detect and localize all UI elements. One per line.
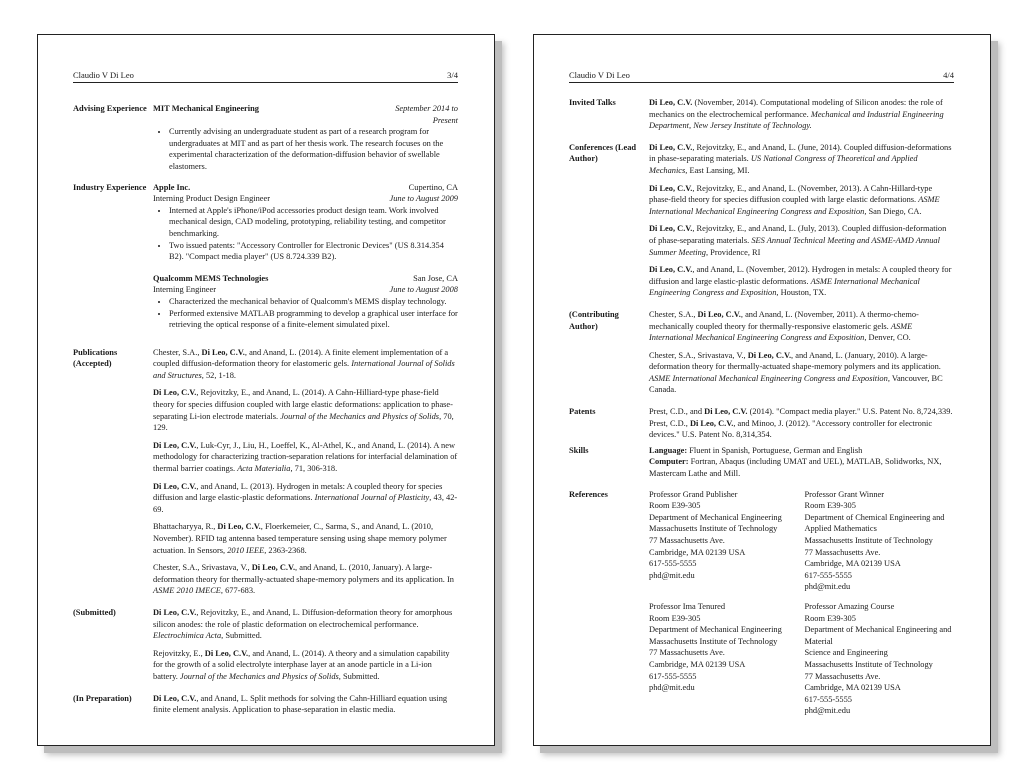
author-highlight: Di Leo, C.V. (649, 142, 693, 152)
bullet-item: • Characterized the mechanical behavior of Qualcomm's MEMS display technology. (169, 296, 458, 308)
reference-line: Professor Grand Publisher (649, 489, 738, 499)
citation-text: Chester, S.A., Srivastava, V., (649, 350, 748, 360)
citation-text: , 52, 1-18. (201, 370, 236, 380)
page-content (569, 97, 954, 726)
reference-line: Room E39-305 (649, 613, 701, 623)
job-entry (153, 182, 458, 263)
reference-line: phd@mit.edu (804, 706, 851, 716)
citation-text: , Floerkemeier, C., Sarma, S., and Anand, L. (2010, November). RFID tag antenna based temperature sensing using shape memory polymer actuation. In Sensors, (153, 522, 447, 555)
citation-text: , Rejovitzky, E., and Anand, L. Diffusion-deformation theory for amorphous silicon anodes: the role of plastic deformation on electrochemical performance. (153, 607, 453, 629)
citation-entry (649, 97, 954, 132)
conferences-lead-section (569, 142, 954, 305)
section-label: Patents (569, 407, 596, 417)
citation-entry (153, 347, 458, 382)
invited-talks-section (569, 97, 954, 138)
reference-line: Cambridge, MA 02139 USA (649, 659, 746, 669)
company-name: Apple Inc. (153, 182, 191, 192)
reference-line: Professor Grant Winner (804, 489, 885, 499)
author-highlight: Di Leo, C.V. (747, 350, 792, 360)
reference-line: phd@mit.edu (804, 582, 851, 592)
page-content (73, 103, 458, 731)
job-title: Interning Product Design Engineer (153, 194, 270, 204)
citation-text: , 43, 42-69. (153, 493, 458, 514)
publications-prep-section (73, 693, 458, 722)
section-label: Invited Talks (569, 98, 616, 107)
author-highlight: Di Leo, C.V. (689, 418, 734, 428)
citation-text: , Submitted. (338, 671, 380, 681)
citation-text: Rejovitzky, E., (153, 648, 205, 658)
header-name: Claudio V Di Leo (569, 70, 630, 80)
venue-name: Journal of the Mechanics and Physics of Solids (179, 671, 339, 681)
patents-section (569, 406, 954, 441)
reference-contact (805, 601, 955, 717)
author-highlight: Di Leo, C.V. (697, 309, 741, 319)
page-header (73, 70, 458, 83)
reference-line: Room E39-305 (649, 501, 701, 511)
reference-line: 617-555-5555 (649, 559, 697, 569)
industry-section (73, 182, 458, 338)
citation-text: (2014). "Compact media player." U.S. Patent No. 8,724,339. (747, 407, 953, 417)
skill-label: Language: (649, 445, 688, 455)
reference-line: 77 Massachusetts Ave. (649, 536, 725, 545)
author-highlight: Di Leo, C.V. (649, 183, 693, 193)
citation-entry (649, 264, 954, 299)
cv-page-4 (533, 34, 991, 746)
citation-entry (649, 183, 954, 218)
reference-line: phd@mit.edu (649, 683, 695, 693)
citation-entry (649, 350, 954, 396)
header-name: Claudio V Di Leo (73, 70, 134, 80)
venue-name: SES Annual Technical Meeting and ASME-AMD Annual Summer Meeting (649, 235, 940, 257)
citation-entry (153, 648, 458, 683)
venue-name: US National Congress of Theoretical and Applied Mechanics (649, 154, 918, 175)
citation-text: Prest, C.D., (649, 418, 690, 428)
reference-line: Cambridge, MA 02139 USA (804, 683, 901, 693)
reference-line: Massachusetts Institute of Technology (649, 524, 778, 534)
org-name: MIT Mechanical Engineering (153, 104, 259, 113)
citation-text: , and Anand, L. Split methods for solving the Cahn-Hilliard equation using finite element analysis. Application to phase-separation in elastic media. (153, 693, 448, 715)
citation-text: , 70, 129. (153, 411, 454, 433)
citation-entry (649, 418, 954, 441)
job-location: San Jose, CA (413, 273, 458, 283)
reference-line: Massachusetts Institute of Technology (804, 536, 933, 545)
reference-line: Department of Mechanical Engineering (649, 512, 782, 522)
author-highlight: Di Leo, C.V. (649, 265, 693, 275)
venue-name: ASME International Mechanical Engineering Congress and Exposition (649, 276, 920, 298)
company-name: Qualcomm MEMS Technologies (153, 273, 269, 283)
reference-line: Professor Amazing Course (804, 601, 895, 611)
venue-name: ASME International Mechanical Engineering Congress and Exposition (649, 321, 913, 343)
skill-value: Fortran, Abaqus (including UMAT and UEL), MATLAB, Solidworks, NX, Mastercam Lathe and Mill. (649, 457, 942, 479)
reference-contact (649, 489, 799, 593)
conference-list (649, 142, 954, 305)
citation-text: , Submitted. (221, 631, 262, 641)
citation-text: Prest, C.D., and (649, 407, 705, 417)
venue-name: Journal of the Mechanics and Physics of Solids (280, 411, 440, 421)
conference-list (649, 309, 954, 402)
section-label: (Contributing Author) (569, 309, 619, 331)
reference-line: Department of Mechanical Engineering and Material (804, 625, 952, 646)
citation-text: , Rejovitzky, E., and Anand, L. (November, 2013). A Cahn-Hillard-type phase-field theory for species diffusion coupled with large elastic deformations. (649, 183, 933, 205)
references-section (569, 489, 954, 717)
section-label: Publications (Accepted) (73, 347, 118, 369)
citation-entry (153, 481, 458, 516)
venue-name: Electrochimica Acta (153, 631, 222, 641)
venue-name: Mechanical and Industrial Engineering Department, New Jersey Institute of Technology. (649, 109, 944, 131)
reference-line: 617-555-5555 (649, 671, 697, 681)
section-label: Advising Experience (73, 104, 147, 113)
citation-text: , 2363-2368. (264, 545, 307, 555)
citation-text: , and Anand, L. (January, 2010). A large-deformation theory for thermally-actuated shape-memory polymers and its application. (649, 350, 941, 372)
citation-text: , 677-683. (220, 586, 256, 596)
author-highlight: Di Leo, C.V. (153, 607, 197, 617)
citation-entry (649, 142, 954, 177)
date-range: June to August 2008 (389, 285, 458, 295)
skill-value: Fluent in Spanish, Portuguese, German and English (687, 445, 863, 455)
citation-entry (153, 440, 458, 475)
reference-line: Professor Ima Tenured (649, 601, 726, 611)
section-label: Skills (569, 445, 589, 455)
citation-text: , Rejovitzky, E., and Anand, L. (July, 2013). Coupled diffusion-deformation of phase-separating materials. (649, 224, 947, 245)
bullet-item: • Two issued patents: "Accessory Controller for Electronic Devices" (US 8.314.354 B2). "Compact media player" (US 8.724.339 B2). (169, 240, 458, 263)
citation-text: , and Anand, L. (2014). A theory and a simulation capability for the growth of a solid electrolyte interphase layer at an anode particle in a Li-ion battery. (153, 648, 450, 681)
citation-entry (153, 562, 458, 597)
publications-submitted-section (73, 607, 458, 689)
section-label: (Submitted) (73, 607, 116, 617)
section-label: References (569, 489, 608, 499)
reference-line: phd@mit.edu (649, 570, 695, 580)
citation-text: , and Anand, L. (2014). A finite element implementation of a coupled diffusion-deformation theory for elastomeric gels. (153, 347, 449, 369)
patent-list (649, 406, 954, 441)
venue-name: ASME International Mechanical Engineering Congress and Exposition (649, 373, 888, 383)
citation-entry (153, 693, 458, 716)
reference-line: 77 Massachusetts Ave. (649, 648, 725, 658)
job-location: Cupertino, CA (408, 182, 458, 192)
reference-contact (649, 601, 799, 717)
citation-text: Bhattacharyya, R., (153, 522, 218, 532)
reference-contact (805, 489, 955, 593)
citation-text: , Denver, CO. (864, 333, 911, 343)
author-highlight: Di Leo, C.V. (704, 407, 748, 417)
reference-line: Massachusetts Institute of Technology (649, 636, 778, 646)
citation-text: , Vancouver, BC Canada. (649, 373, 943, 395)
reference-line: 617-555-5555 (804, 694, 852, 704)
publication-list (153, 347, 458, 603)
section-label: (In Preparation) (73, 693, 132, 703)
venue-name: Acta Materialia (237, 464, 291, 474)
citation-entry (153, 521, 458, 556)
cv-page-3 (37, 34, 495, 746)
citation-entry (649, 406, 954, 418)
reference-line: 77 Massachusetts Ave. (804, 671, 881, 681)
citation-text: , San Diego, CA. (864, 206, 922, 216)
citation-text: , Houston, TX. (776, 288, 827, 298)
section-label: Conferences (Lead Author) (569, 142, 637, 164)
page-number: 4/4 (943, 70, 954, 80)
reference-line: Cambridge, MA 02139 USA (804, 559, 901, 569)
citation-entry (649, 223, 954, 258)
author-highlight: Di Leo, C.V. (649, 98, 693, 107)
bullet-item: • Currently advising an undergraduate student as part of a research program for undergraduates at MIT and as part of her thesis work. The research focuses on the experimental characterization of the deformation-diffusion behavior of swellable elastomers. (169, 126, 458, 172)
citation-text: , and Minoo, J. (2012). "Accessory controller for electronic devices." U.S. Patent No. 8,314,354. (649, 418, 933, 440)
author-highlight: Di Leo, C.V. (251, 563, 296, 573)
citation-entry (153, 607, 458, 642)
citation-text: , Luk-Cyr, J., Liu, H., Loeffel, K., Al-Athel, K., and Anand, L. (2014). A new methodology for characterizing traction-separation relations for interfacial delamination of thermal barrier coatings. (153, 440, 458, 474)
author-highlight: Di Leo, C.V. (649, 224, 693, 234)
skill-label: Computer: (649, 457, 689, 467)
advising-section (73, 103, 458, 173)
author-highlight: Di Leo, C.V. (153, 481, 197, 491)
publications-accepted-section (73, 347, 458, 603)
talk-list (649, 97, 954, 138)
bullet-item: • Performed extensive MATLAB programming to develop a graphical user interface for retrieving the optical response of a finite-element simulated pixel. (169, 308, 458, 331)
citation-entry (153, 387, 458, 433)
publication-list (153, 607, 458, 689)
bullet-list (153, 126, 458, 172)
citation-text: , Rejovitzky, E., and Anand, L. (June, 2014). Coupled diffusion-deformations in phase-separating materials. (649, 142, 952, 164)
author-highlight: Di Leo, C.V. (201, 347, 245, 357)
citation-text: , and Anand, L. (2013). Hydrogen in metals: A coupled theory for species diffusion and large elastic-plastic deformations. (153, 481, 443, 503)
reference-grid (649, 489, 954, 717)
conferences-contrib-section (569, 309, 954, 402)
citation-text: , and Anand, L. (2010, January). A large-deformation theory for thermally-actuated shape-memory polymers and its application. In (153, 563, 454, 584)
venue-name: ASME International Mechanical Engineering Congress and Exposition (649, 195, 940, 216)
skills-section (569, 445, 954, 480)
author-highlight: Di Leo, C.V. (217, 522, 261, 532)
reference-line: Room E39-305 (804, 501, 856, 511)
bullet-item: • Interned at Apple's iPhone/iPod accessories product design team. Work involved mechanical design, CAD modeling, prototyping, reliability testing, and competitor benchmarking. (169, 205, 458, 240)
job-entry (153, 273, 458, 331)
venue-name: ASME 2010 IMECE (153, 586, 221, 596)
publication-list (153, 693, 458, 722)
venue-name: 2010 IEEE (227, 545, 265, 555)
citation-text: Chester, S.A., (649, 309, 698, 319)
citation-text: , and Anand, L. (November, 2012). Hydrogen in metals: A coupled theory for diffusion and large elastic-plastic deformations. (649, 265, 952, 286)
citation-text: Chester, S.A., (153, 347, 202, 357)
reference-line: Massachusetts Institute of Technology (804, 659, 933, 669)
reference-line: Room E39-305 (804, 613, 856, 623)
date-range: June to August 2009 (389, 194, 458, 204)
section-label: Industry Experience (73, 182, 147, 192)
venue-name: International Journal of Plasticity (314, 493, 430, 503)
citation-text: , and Anand, L. (November, 2011). A thermo-chemo-mechanically coupled theory for thermally-responsive elastomeric gels. (649, 309, 919, 331)
job-title: Interning Engineer (153, 285, 217, 295)
venue-name: International Journal of Solids and Structures (153, 359, 455, 380)
reference-line: Science and Engineering (804, 648, 888, 658)
page-number: 3/4 (447, 70, 458, 80)
reference-line: Cambridge, MA 02139 USA (649, 547, 746, 557)
page-header (569, 70, 954, 83)
reference-line: Department of Chemical Engineering and Applied Mathematics (804, 512, 945, 534)
citation-text: (November, 2014). Computational modeling of Silicon anodes: the role of mechanics on the electrochemical performance. (649, 98, 943, 119)
author-highlight: Di Leo, C.V. (204, 648, 249, 658)
date-range: September 2014 to Present (395, 104, 458, 125)
citation-text: Chester, S.A., Srivastava, V., (153, 563, 252, 573)
citation-text: , East Lansing, MI. (685, 165, 750, 175)
author-highlight: Di Leo, C.V. (153, 693, 197, 703)
reference-line: Department of Mechanical Engineering (649, 625, 782, 635)
author-highlight: Di Leo, C.V. (153, 388, 197, 398)
citation-text: , Providence, RI (705, 247, 761, 257)
citation-entry (649, 309, 954, 344)
author-highlight: Di Leo, C.V. (153, 440, 197, 450)
citation-text: , 71, 306-318. (290, 464, 338, 474)
reference-line: 77 Massachusetts Ave. (804, 547, 881, 557)
citation-text: , Rejovitzky, E., and Anand, L. (2014). A Cahn-Hilliard-type phase-field theory for species diffusion coupled with large elastic deformations: application to phase-separating Li-ion electrode materials. (153, 388, 453, 421)
reference-line: 617-555-5555 (804, 570, 852, 580)
